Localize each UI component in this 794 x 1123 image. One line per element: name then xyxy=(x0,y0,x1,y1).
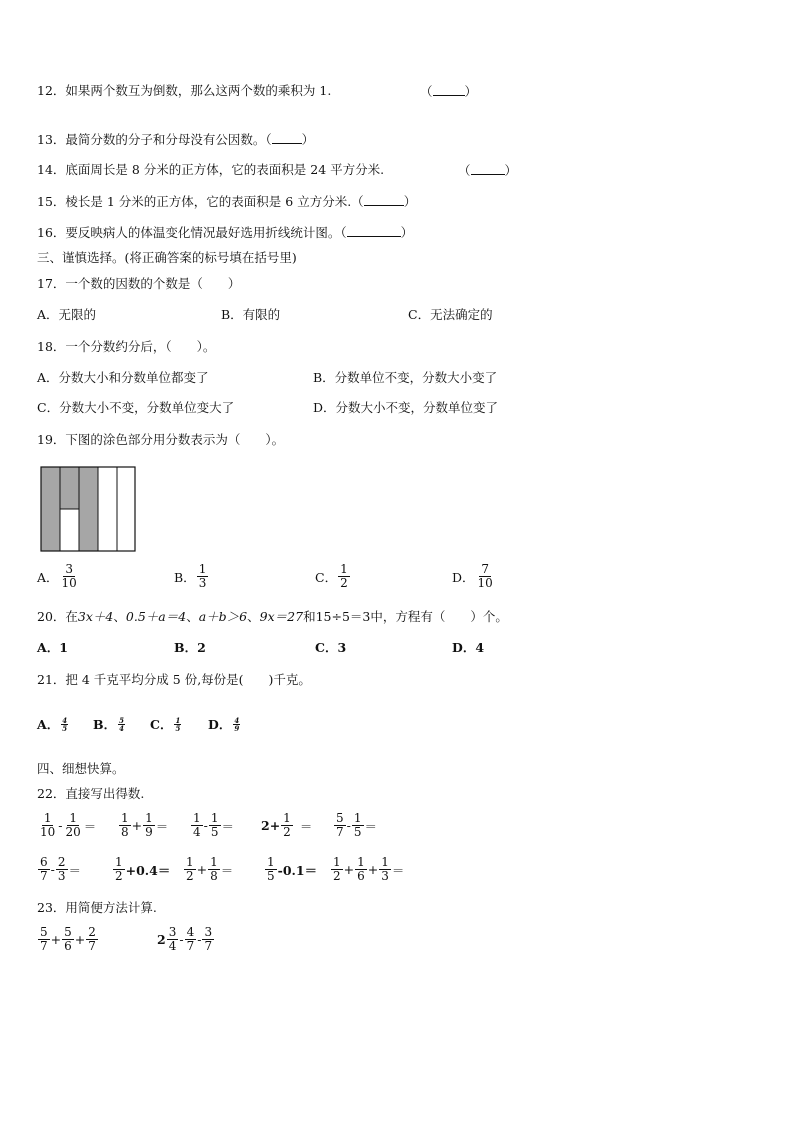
answer-blank xyxy=(433,83,465,96)
question-12: 12．如果两个数互为倒数，那么这两个数的乘积为 1. xyxy=(37,83,332,98)
simplify-expression-1: $\frac{5}{7}$ + $\frac{5}{6}$ + $\frac{2}{7}$ xyxy=(40,925,96,953)
q20-option-b[interactable]: B．2 xyxy=(174,640,206,655)
shaded-rectangle-figure xyxy=(40,466,136,552)
question-20: 20．在3x＋4、0.5＋a＝4、a＋b＞6、9x＝27和15÷5＝3中，方程有（ ）个。 xyxy=(37,609,508,624)
q20-option-a[interactable]: A．1 xyxy=(37,640,68,655)
shaded-strip-3 xyxy=(79,467,98,551)
answer-paren-12[interactable]: （ ） xyxy=(420,84,478,99)
fraction: $\frac{4}{9}$ xyxy=(234,715,240,733)
question-14: 14．底面周长是 8 分米的正方体，它的表面积是 24 平方分米. xyxy=(37,162,385,177)
q19-option-a[interactable]: A． $\frac{3}{10}$ xyxy=(37,562,77,590)
calc-item: $\frac{1}{4}$ - $\frac{1}{5}$ ＝ xyxy=(193,811,235,839)
fraction: $\frac{1}{3}$ xyxy=(198,562,207,590)
fraction: $\frac{1}{2}$ xyxy=(340,562,348,590)
q18-option-d[interactable]: D．分数大小不变，分数单位变了 xyxy=(313,400,499,415)
shaded-strip-2-top xyxy=(60,467,79,509)
simplify-expression-2: 2 $\frac{3}{4}$ - $\frac{4}{7}$ - $\frac{3}{7}$ xyxy=(157,925,213,953)
section-4-title: 四、细想快算。 xyxy=(37,761,125,776)
calc-item: $\frac{1}{2}$ +0.4＝ xyxy=(115,855,171,883)
calc-item: $\frac{6}{7}$ - $\frac{2}{3}$ ＝ xyxy=(40,855,82,883)
q17-option-b[interactable]: B．有限的 xyxy=(221,307,281,322)
question-16: 16．要反映病人的体温变化情况最好选用折线统计图。（ ） xyxy=(37,225,414,240)
q21-option-a[interactable]: A． $\frac{4}{5}$ xyxy=(37,715,68,733)
calc-item: $\frac{1}{2}$ + $\frac{1}{6}$ + $\frac{1}{3}$ ＝ xyxy=(333,855,405,883)
question-21: 21．把 4 千克平均分成 5 份,每份是( )千克。 xyxy=(37,672,311,687)
question-22: 22．直接写出得数. xyxy=(37,786,145,801)
section-3-title: 三、谨慎选择。(将正确答案的标号填在括号里) xyxy=(37,250,297,265)
calc-item: 2+ $\frac{1}{2}$ ＝ xyxy=(261,811,313,839)
fraction: $\frac{1}{5}$ xyxy=(175,715,181,733)
calc-item: $\frac{1}{8}$ + $\frac{1}{9}$ ＝ xyxy=(121,811,169,839)
shaded-strip-1 xyxy=(41,467,60,551)
q20-option-c[interactable]: C．3 xyxy=(315,640,347,655)
calc-item: $\frac{5}{7}$ - $\frac{1}{5}$ ＝ xyxy=(336,811,378,839)
answer-blank[interactable] xyxy=(347,224,401,237)
q19-option-c[interactable]: C． $\frac{1}{2}$ xyxy=(315,562,348,590)
answer-blank[interactable] xyxy=(364,193,404,206)
q17-option-a[interactable]: A．无限的 xyxy=(37,307,97,322)
q20-option-d[interactable]: D．4 xyxy=(452,640,485,655)
calc-item: $\frac{1}{5}$ -0.1＝ xyxy=(267,855,318,883)
answer-blank[interactable] xyxy=(272,131,302,144)
fraction: $\frac{5}{4}$ xyxy=(119,715,124,733)
calc-item: $\frac{1}{2}$ + $\frac{1}{8}$ ＝ xyxy=(186,855,234,883)
q17-option-c[interactable]: C．无法确定的 xyxy=(408,307,493,322)
question-15: 15．棱长是 1 分米的正方体，它的表面积是 6 立方分米.（ ） xyxy=(37,194,417,209)
q21-option-c[interactable]: C． $\frac{1}{5}$ xyxy=(150,715,181,733)
q18-option-a[interactable]: A．分数大小和分数单位都变了 xyxy=(37,370,209,385)
answer-paren-14[interactable]: （ ） xyxy=(458,163,518,178)
q21-option-d[interactable]: D． $\frac{4}{9}$ xyxy=(208,715,240,733)
q18-option-c[interactable]: C．分数大小不变，分数单位变大了 xyxy=(37,400,235,415)
q19-option-d[interactable]: D． $\frac{7}{10}$ xyxy=(452,562,493,590)
fraction: $\frac{3}{10}$ xyxy=(61,562,77,590)
question-18: 18．一个分数约分后，（ ）。 xyxy=(37,339,216,354)
q18-option-b[interactable]: B．分数单位不变，分数大小变了 xyxy=(313,370,498,385)
question-23: 23．用简便方法计算. xyxy=(37,900,157,915)
q21-option-b[interactable]: B． $\frac{5}{4}$ xyxy=(93,715,124,733)
fraction: $\frac{4}{5}$ xyxy=(62,715,68,733)
fraction: $\frac{7}{10}$ xyxy=(477,562,493,590)
question-17: 17．一个数的因数的个数是（ ） xyxy=(37,276,241,291)
answer-blank xyxy=(471,162,505,175)
question-13: 13．最简分数的分子和分母没有公因数。（ ） xyxy=(37,132,315,147)
q19-option-b[interactable]: B． $\frac{1}{3}$ xyxy=(174,562,207,590)
calc-item: $\frac{1}{10}$ - $\frac{1}{20}$ ＝ xyxy=(40,811,97,839)
question-19: 19．下图的涂色部分用分数表示为（ ）。 xyxy=(37,432,285,447)
